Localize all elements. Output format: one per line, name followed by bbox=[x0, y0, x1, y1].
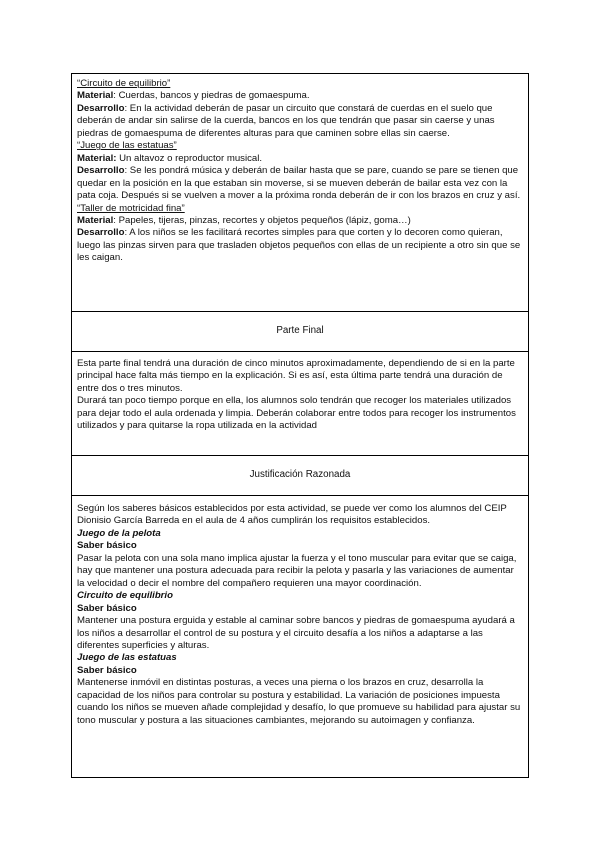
activity-desarrollo: Desarrollo: A los niños se les facilitará recortes simples para que corten y lo decoren como quieran, luego las pinzas sirven para que trasladen objetos pequeños con ellas de un recipiente a otro sin que se les caigan. bbox=[77, 227, 521, 264]
activity-title: “Juego de las estatuas” bbox=[77, 140, 177, 152]
activity-material: Material: Papeles, tijeras, pinzas, recortes y objetos pequeños (lápiz, goma…) bbox=[77, 214, 411, 226]
section-title: Juego de la pelota bbox=[77, 527, 161, 539]
activity-title: “Taller de motricidad fina” bbox=[77, 202, 185, 214]
document-table bbox=[71, 73, 529, 778]
section-label: Saber básico bbox=[77, 602, 137, 614]
section-label: Saber básico bbox=[77, 540, 137, 552]
parte-final-paragraph: Esta parte final tendrá una duración de cinco minutos aproximadamente, dependiendo de si en la parte principal hace falta más tiempo en la explicación. Si es así, esta última parte tendrá una duración de entre dos o tres minutos. bbox=[77, 358, 515, 394]
section-title: Circuito de equilibrio bbox=[77, 590, 173, 602]
activity-desarrollo: Desarrollo: En la actividad deberán de pasar un circuito que constará de cuerdas en el suelo que deberán de andar sin salirse de la cuerda, bancos en los que tendrán que pasar sin caerse y unas piedras de gomaespuma de diferentes alturas para que caminen sobre ellas sin caerse. bbox=[77, 102, 495, 139]
activity-desarrollo: Desarrollo: Se les pondrá música y deberán de bailar hasta que se pare, cuando se pare se tienen que quedar en la posición en la que estaban sin moverse, si se mueven deberán de bailar esta vez con la pata coja. Después si se vuelven a mover a la próxima ronda deberán de ir con los brazos en cruz y así. bbox=[77, 165, 521, 202]
activity-material: Material: Un altavoz o reproductor musical. bbox=[77, 152, 263, 164]
parte-final-cell bbox=[72, 352, 528, 456]
parte-final-paragraph: Durará tan poco tiempo porque en ella, los alumnos solo tendrán que recoger los materiales utilizados para dejar todo el aula ordenada y limpia. Deberán colaborar entre todos para recoger los instrumentos utilizados y para quitarse la ropa utilizada en la actividad bbox=[77, 395, 516, 432]
section-text: Mantenerse inmóvil en distintas posturas, a veces una pierna o los brazos en cruz, desarrolla la capacidad de los niños para controlar su postura y estabilidad. La variación de posiciones impuesta cuando los niños se mueven añade complejidad y desafío, lo que promueve su habilidad para ajustar su tono muscular y postura a las situaciones cambiantes, mejorando su autoimagen y confianza. bbox=[77, 677, 521, 726]
section-text: Pasar la pelota con una sola mano implica ajustar la fuerza y el tono muscular para evitar que se caiga, hay que mantener una postura adecuada para recibir la pelota y pasarla y las variaciones de aumentar la velocidad o decir el nombre del compañero requieren una mayor coordinación. bbox=[77, 552, 517, 589]
section-title: Juego de las estatuas bbox=[77, 652, 177, 664]
justificacion-cell bbox=[72, 496, 528, 777]
activity-material: Material: Cuerdas, bancos y piedras de gomaespuma. bbox=[77, 90, 310, 102]
section-label: Saber básico bbox=[77, 664, 137, 676]
parte-final-heading: Parte Final bbox=[72, 312, 528, 352]
section-text: Mantener una postura erguida y estable al caminar sobre bancos y piedras de gomaespuma ayudará a los niños a desarrollar el control de su postura y el circuito desafía a los niños a adaptarse a las diferentes superficies y alturas. bbox=[77, 615, 515, 651]
activity-title: “Circuito de equilibrio” bbox=[77, 78, 171, 89]
justificacion-intro: Según los saberes básicos establecidos por esta actividad, se puede ver como los alumnos del CEIP Dionisio García Barreda en el aula de 4 años cumplirán los requisitos establecidos. bbox=[77, 503, 507, 527]
activities-cell bbox=[72, 74, 528, 312]
justificacion-heading: Justificación Razonada bbox=[72, 456, 528, 496]
